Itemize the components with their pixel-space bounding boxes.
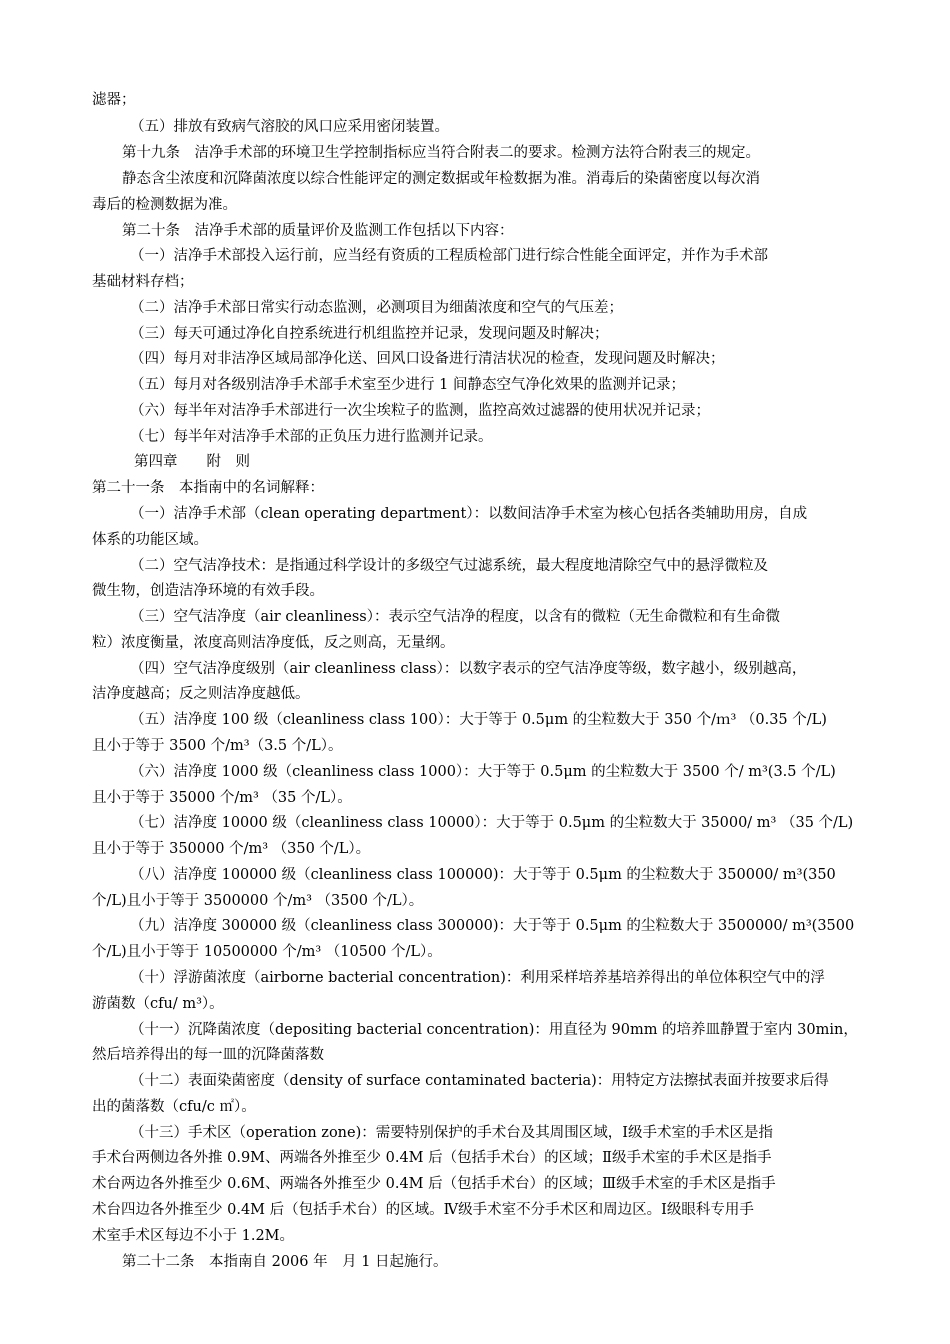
text-line: 然后培养得出的每一皿的沉降菌落数 — [92, 1047, 324, 1063]
text-line: 体系的功能区域。 — [92, 532, 208, 548]
article-22: 第二十二条 本指南自 2006 年 月 1 日起施行。 — [122, 1254, 448, 1270]
article-21: 第二十一条 本指南中的名词解释： — [92, 480, 324, 496]
text-line: 静态含尘浓度和沉降菌浓度以综合性能评定的测定数据或年检数据为准。消毒后的染菌密度以每次消 — [122, 171, 760, 187]
text-line: 滤器； — [92, 92, 136, 108]
text-line: （六）每半年对洁净手术部进行一次尘埃粒子的监测，监控高效过滤器的使用状况并记录； — [130, 403, 710, 419]
text-line: （五）洁净度 100 级（cleanliness class 100）：大于等于 0.5μm 的尘粒数大于 350 个/ｍ³ （0.35 个/L) — [130, 712, 827, 728]
text-line: 微生物，创造洁净环境的有效手段。 — [92, 583, 324, 599]
text-line: （四）空气洁净度级别（air cleanliness class）：以数字表示的空气洁净度等级，数字越小，级别越高， — [130, 661, 807, 677]
text-line: 毒后的检测数据为准。 — [92, 197, 237, 213]
text-line: （六）洁净度 1000 级（cleanliness class 1000）：大于等于 0.5μm 的尘粒数大于 3500 个/ m³(3.5 个/L) — [130, 764, 836, 780]
text-line: 术室手术区每边不小于 1.2M。 — [92, 1228, 295, 1244]
text-line: （二）洁净手术部日常实行动态监测，必测项目为细菌浓度和空气的气压差； — [130, 300, 623, 316]
text-line: 术台两边各外推至少 0.6M、两端各外推至少 0.4M 后（包括手术台）的区域；Ⅲ级手术室的手术区是指手 — [92, 1176, 776, 1192]
text-line: （十三）手术区（operation zone)：需要特别保护的手术台及其周围区域，Ⅰ级手术室的手术区是指 — [130, 1125, 773, 1141]
text-line: （一）洁净手术部投入运行前，应当经有资质的工程质检部门进行综合性能全面评定，并作为手术部 — [130, 248, 768, 264]
article-19: 第十九条 洁净手术部的环境卫生学控制指标应当符合附表二的要求。检测方法符合附表三的规定。 — [122, 145, 760, 161]
article-20: 第二十条 洁净手术部的质量评价及监测工作包括以下内容： — [122, 223, 514, 239]
text-line: （七）洁净度 10000 级（cleanliness class 10000）：大于等于 0.5μm 的尘粒数大于 35000/ m³ （35 个/L) — [130, 815, 854, 831]
text-line: （九）洁净度 300000 级（cleanliness class 300000)：大于等于 0.5μm 的尘粒数大于 3500000/ m³(3500 — [130, 918, 855, 934]
text-line: 术台四边各外推至少 0.4M 后（包括手术台）的区域。Ⅳ级手术室不分手术区和周边区。Ⅰ级眼科专用手 — [92, 1202, 754, 1218]
text-line: （五）每月对各级别洁净手术部手术室至少进行 1 间静态空气净化效果的监测并记录； — [130, 377, 685, 393]
text-line: （十一）沉降菌浓度（depositing bacterial concentration)：用直径为 90mm 的培养皿静置于室内 30min， — [130, 1022, 858, 1038]
text-line: （二）空气洁净技术：是指通过科学设计的多级空气过滤系统，最大程度地清除空气中的悬浮微粒及 — [130, 558, 768, 574]
text-line: （四）每月对非洁净区域局部净化送、回风口设备进行清洁状况的检查，发现问题及时解决； — [130, 351, 725, 367]
chapter-heading: 第四章 附 则 — [134, 454, 250, 470]
text-line: 且小于等于 35000 个/m³ （35 个/L）。 — [92, 790, 352, 806]
text-line: 基础材料存档； — [92, 274, 194, 290]
text-line: 个/L)且小于等于 3500000 个/m³ （3500 个/L）。 — [92, 893, 424, 909]
text-line: 出的菌落数（cfu/c ㎡）。 — [92, 1099, 256, 1115]
text-line: （十二）表面染菌密度（density of surface contaminated bacteria)：用特定方法擦拭表面并按要求后得 — [130, 1073, 829, 1089]
text-line: （八）洁净度 100000 级（cleanliness class 100000)：大于等于 0.5μm 的尘粒数大于 350000/ m³(350 — [130, 867, 836, 883]
text-line: 粒）浓度衡量，浓度高则洁净度低，反之则高，无量纲。 — [92, 635, 455, 651]
text-line: （五）排放有致病气溶胶的风口应采用密闭装置。 — [130, 119, 449, 135]
text-line: （一）洁净手术部（clean operating department）：以数间洁净手术室为核心包括各类辅助用房，自成 — [130, 506, 808, 522]
text-line: 且小于等于 3500 个/m³（3.5 个/L）。 — [92, 738, 343, 754]
text-line: 洁净度越高；反之则洁净度越低。 — [92, 686, 310, 702]
text-line: （十）浮游菌浓度（airborne bacterial concentration)：利用采样培养基培养得出的单位体积空气中的浮 — [130, 970, 825, 986]
text-line: （三）每天可通过净化自控系统进行机组监控并记录，发现问题及时解决； — [130, 326, 609, 342]
text-line: 手术台两侧边各外推 0.9M、两端各外推至少 0.4M 后（包括手术台）的区域；Ⅱ级手术室的手术区是指手 — [92, 1150, 772, 1166]
text-line: （七）每半年对洁净手术部的正负压力进行监测并记录。 — [130, 429, 493, 445]
text-line: （三）空气洁净度（air cleanliness）：表示空气洁净的程度，以含有的微粒（无生命微粒和有生命微 — [130, 609, 780, 625]
text-line: 且小于等于 350000 个/m³ （350 个/L）。 — [92, 841, 371, 857]
text-line: 个/L)且小于等于 10500000 个/m³ （10500 个/L）。 — [92, 944, 442, 960]
text-line: 游菌数（cfu/ m³）。 — [92, 996, 224, 1012]
